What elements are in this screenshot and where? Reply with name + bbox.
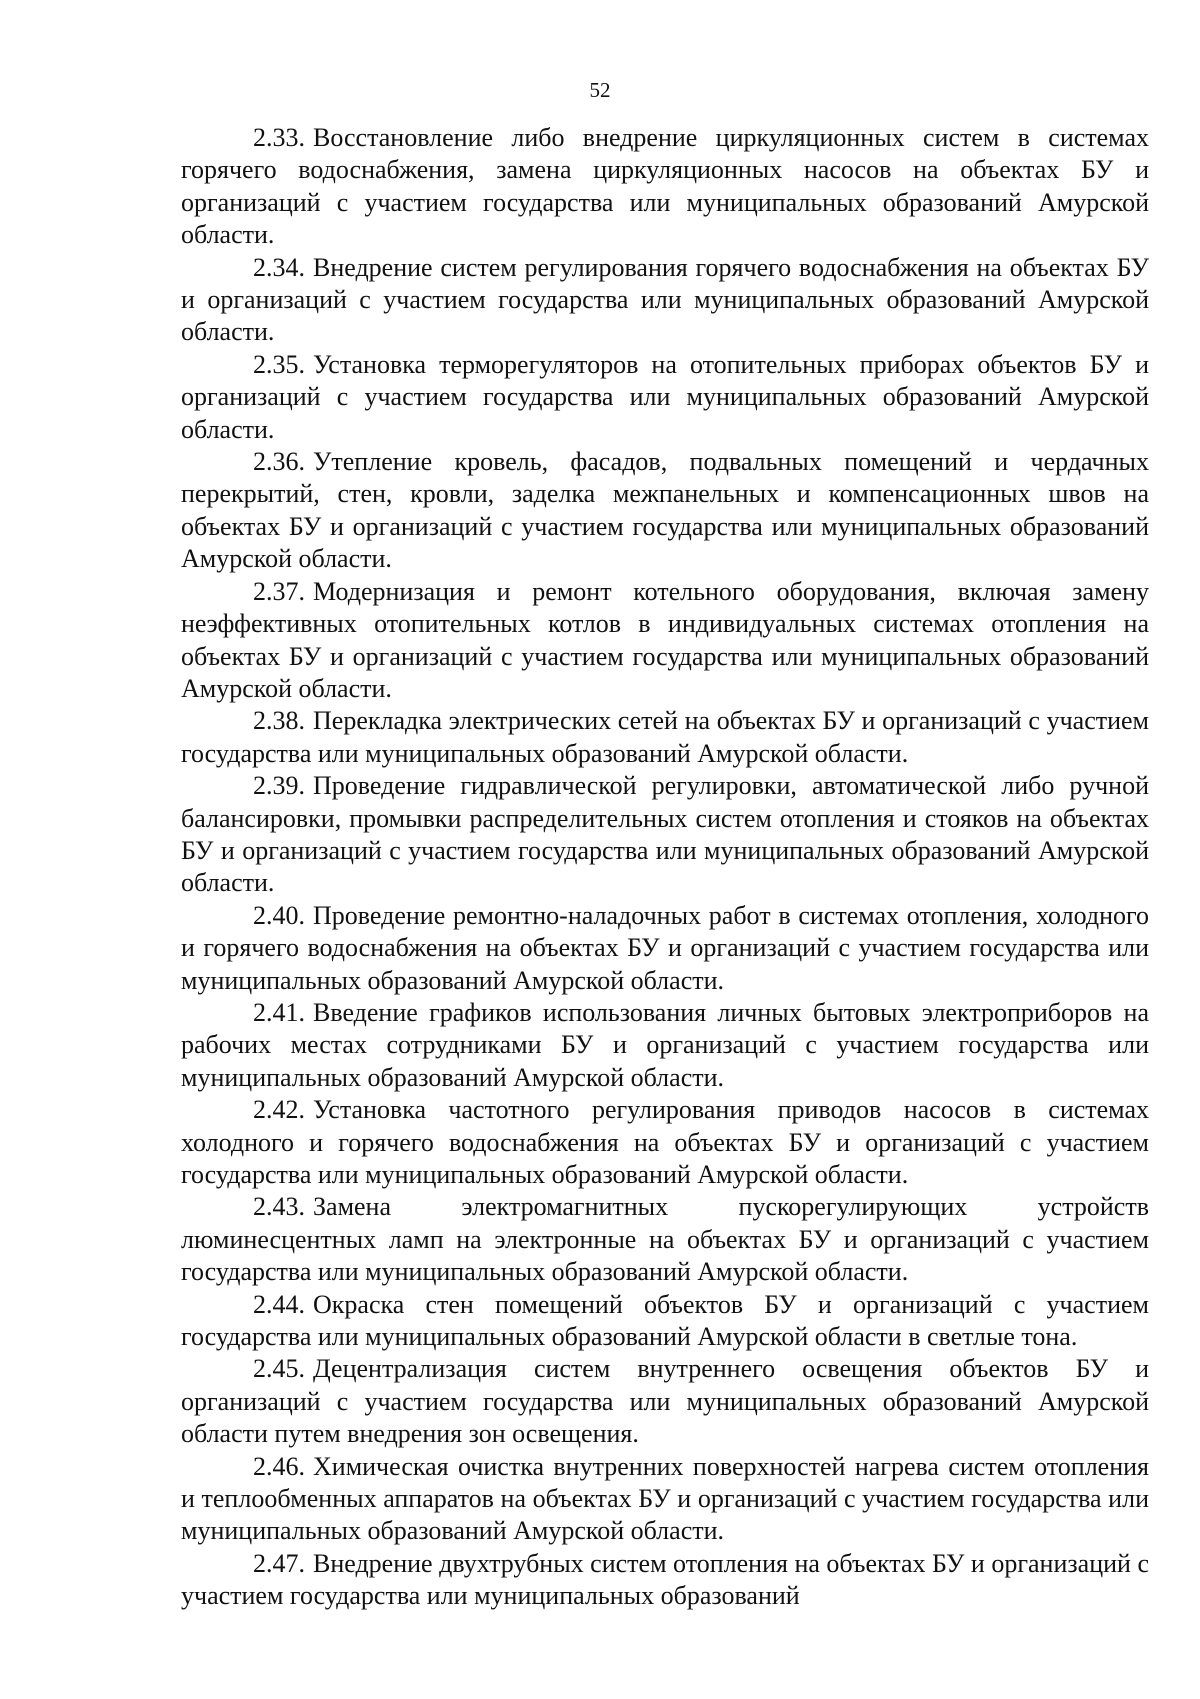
paragraph-2-33: [181, 122, 1149, 252]
paragraph-text: Внедрение двухтрубных систем отопления на объектах БУ и организаций с участием государства или муниципальных образований: [181, 1548, 1149, 1611]
paragraph-text: Модернизация и ремонт котельного оборудования, включая замену неэффективных отопительных котлов в индивидуальных системах отопления на объектах БУ и организаций с участием государства или муниципальных образований Амурской области.: [181, 576, 1149, 703]
paragraph-text: Восстановление либо внедрение циркуляционных систем в системах горячего водоснабжения, замена циркуляционных насосов на объектах БУ и организаций с участием государства или муниципальных образований Амурской области.: [181, 123, 1149, 250]
paragraph-number: 2.45.: [253, 1354, 305, 1384]
paragraph-number: 2.40.: [253, 900, 305, 930]
paragraph-text: Химическая очистка внутренних поверхностей нагрева систем отопления и теплообменных аппаратов на объектах БУ и организаций с участием государства или муниципальных образований Амурской области.: [181, 1451, 1149, 1546]
paragraph-number: 2.41.: [253, 997, 305, 1027]
paragraph-number: 2.34.: [253, 252, 305, 282]
paragraph-text: Децентрализация систем внутреннего освещения объектов БУ и организаций с участием государства или муниципальных образований Амурской области путем внедрения зон освещения.: [181, 1354, 1149, 1449]
paragraph-number: 2.38.: [253, 706, 305, 736]
paragraph-text: Утепление кровель, фасадов, подвальных помещений и чердачных перекрытий, стен, кровли, заделка межпанельных и компенсационных швов на объектах БУ и организаций с участием государства или муниципальных образований Амурской области.: [181, 447, 1149, 574]
paragraph-2-35: [181, 349, 1149, 446]
page-number: 52: [589, 78, 611, 102]
paragraph-number: 2.42.: [253, 1095, 305, 1125]
paragraph-2-39: [181, 770, 1149, 900]
paragraph-2-42: [181, 1094, 1149, 1191]
paragraph-2-45: [181, 1353, 1149, 1450]
paragraph-number: 2.35.: [253, 349, 305, 379]
paragraph-2-41: [181, 997, 1149, 1094]
paragraph-number: 2.47.: [253, 1548, 305, 1578]
document-body: [181, 122, 1149, 1613]
paragraph-2-43: [181, 1191, 1149, 1288]
paragraph-2-34: [181, 252, 1149, 349]
paragraph-text: Перекладка электрических сетей на объектах БУ и организаций с участием государства или муниципальных образований Амурской области.: [181, 706, 1149, 768]
paragraph-2-44: [181, 1289, 1149, 1354]
paragraph-text: Установка терморегуляторов на отопительных приборах объектов БУ и организаций с участием государства или муниципальных образований Амурской области.: [181, 349, 1149, 444]
paragraph-text: Установка частотного регулирования приводов насосов в системах холодного и горячего водоснабжения на объектах БУ и организаций с участием государства или муниципальных образований Амурской области.: [181, 1095, 1149, 1189]
paragraph-text: Окраска стен помещений объектов БУ и организаций с участием государства или муниципальных образований Амурской области в светлые тона.: [181, 1289, 1149, 1352]
paragraph-2-46: [181, 1451, 1149, 1548]
paragraph-2-36: [181, 446, 1149, 576]
paragraph-text: Проведение ремонтно-наладочных работ в системах отопления, холодного и горячего водоснабжения на объектах БУ и организаций с участием государства или муниципальных образований Амурской области.: [181, 900, 1149, 995]
paragraph-2-40: [181, 900, 1149, 997]
paragraph-number: 2.46.: [253, 1451, 305, 1481]
paragraph-text: Внедрение систем регулирования горячего водоснабжения на объектах БУ и организаций с участием государства или муниципальных образований Амурской области.: [181, 252, 1149, 347]
paragraph-number: 2.39.: [253, 771, 305, 801]
paragraph-2-38: [181, 705, 1149, 770]
paragraph-text: Замена электромагнитных пускорегулирующих устройств люминесцентных ламп на электронные на объектах БУ и организаций с участием государства или муниципальных образований Амурской области.: [181, 1192, 1149, 1287]
paragraph-number: 2.44.: [253, 1289, 305, 1319]
paragraph-text: Проведение гидравлической регулировки, автоматической либо ручной балансировки, промывки распределительных систем отопления и стояков на объектах БУ и организаций с участием государства или муниципальных образований Амурской области.: [181, 771, 1149, 898]
paragraph-text: Введение графиков использования личных бытовых электроприборов на рабочих местах сотрудниками БУ и организаций с участием государства или муниципальных образований Амурской области.: [181, 997, 1149, 1092]
paragraph-number: 2.36.: [253, 447, 305, 477]
paragraph-2-47: [181, 1548, 1149, 1613]
paragraph-number: 2.33.: [253, 123, 305, 152]
paragraph-number: 2.43.: [253, 1192, 305, 1222]
paragraph-number: 2.37.: [253, 576, 305, 606]
paragraph-2-37: [181, 576, 1149, 706]
